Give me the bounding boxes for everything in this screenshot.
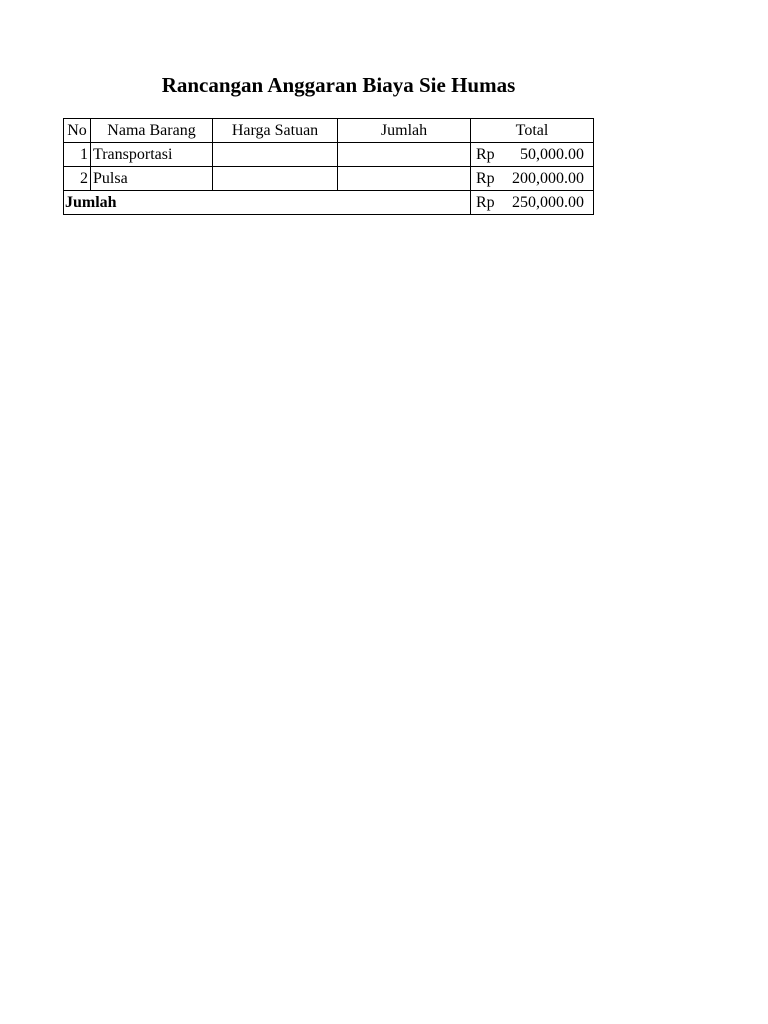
- summary-label[interactable]: Jumlah: [64, 191, 213, 215]
- header-no[interactable]: No: [64, 119, 91, 143]
- cell-total[interactable]: [471, 143, 594, 167]
- currency-label: Rp: [476, 193, 495, 211]
- cell-jumlah[interactable]: [338, 143, 471, 167]
- table-row: [64, 143, 594, 167]
- cell-harga-satuan[interactable]: [213, 143, 338, 167]
- summary-total-cell[interactable]: [471, 191, 594, 215]
- cell-jumlah[interactable]: [338, 167, 471, 191]
- summary-blank-cell[interactable]: [213, 191, 471, 215]
- currency-label: Rp: [476, 145, 495, 163]
- header-harga-satuan[interactable]: Harga Satuan: [213, 119, 338, 143]
- total-value: 200,000.00: [512, 169, 584, 187]
- table-row: [64, 167, 594, 191]
- summary-total-value: 250,000.00: [512, 193, 584, 211]
- header-total[interactable]: Total: [471, 119, 594, 143]
- cell-harga-satuan[interactable]: [213, 167, 338, 191]
- cell-nama-barang[interactable]: Pulsa: [91, 167, 213, 191]
- cell-no[interactable]: 1: [64, 143, 91, 167]
- header-nama-barang[interactable]: Nama Barang: [91, 119, 213, 143]
- total-value: 50,000.00: [520, 145, 584, 163]
- budget-table: [63, 118, 594, 215]
- currency-label: Rp: [476, 169, 495, 187]
- page-title: Rancangan Anggaran Biaya Sie Humas: [161, 73, 516, 97]
- header-row: [64, 119, 594, 143]
- cell-total[interactable]: [471, 167, 594, 191]
- cell-no[interactable]: 2: [64, 167, 91, 191]
- summary-row: [64, 191, 594, 215]
- cell-nama-barang[interactable]: Transportasi: [91, 143, 213, 167]
- header-jumlah[interactable]: Jumlah: [338, 119, 471, 143]
